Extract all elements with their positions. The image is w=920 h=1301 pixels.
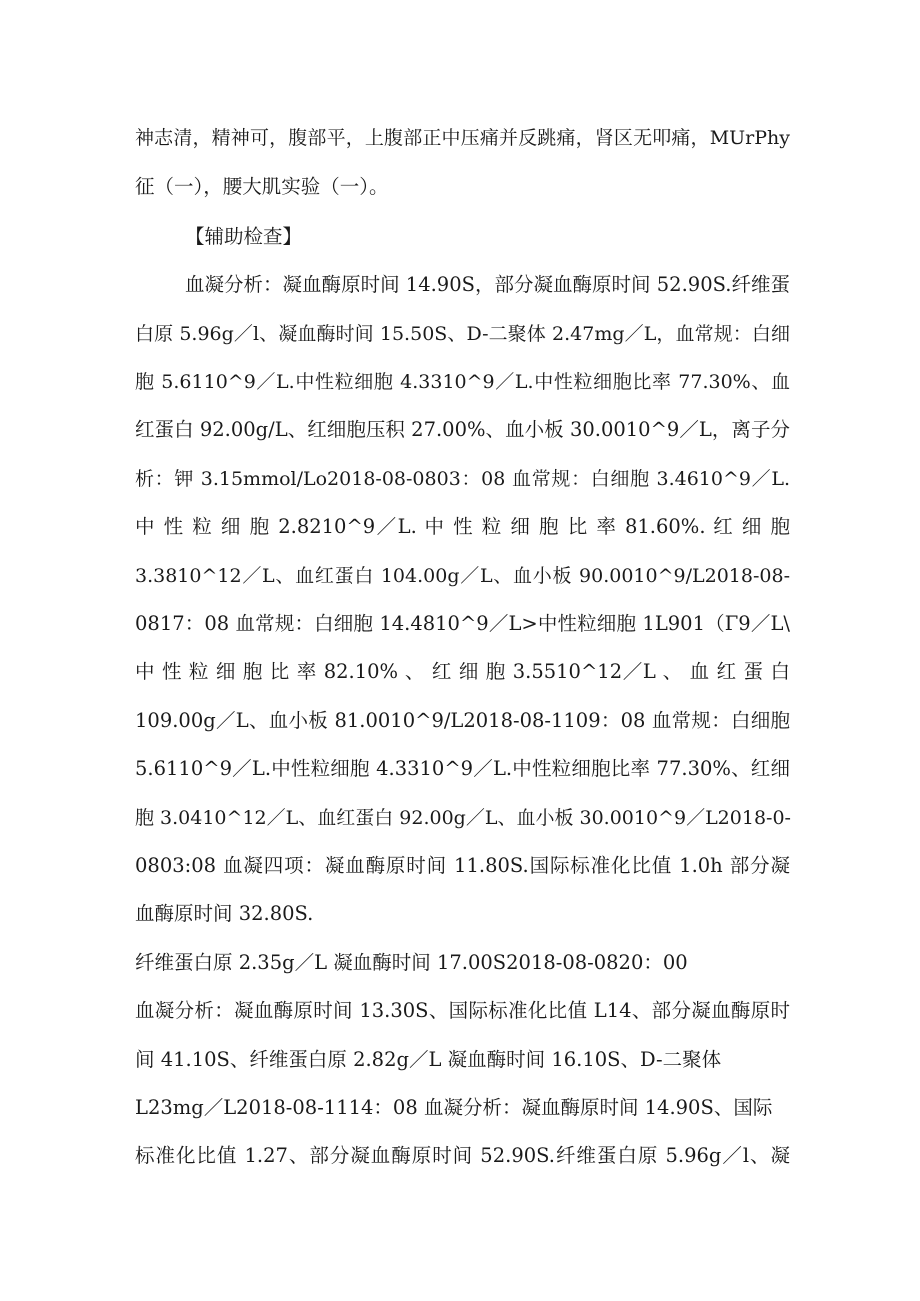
text-line: 标准化比值 1.27、部分凝血酶原时间 52.90S.纤维蛋白原 5.96g／l、凝: [135, 1144, 790, 1167]
text-line: 析：钾 3.15mmol/Lo2018-08-0803：08 血常规：白细胞 3.4610^9／L.: [135, 468, 790, 490]
text-line: 血凝分析：凝血酶原时间 13.30S、国际标准化比值 L14、部分凝血酶原时: [135, 999, 790, 1022]
text-line: 血酶原时间 32.80S.: [135, 902, 314, 925]
text-line: 征（一），腰大肌实验（一）。: [135, 175, 389, 198]
text-line: 0817：08 血常规：白细胞 14.4810^9／L>中性粒细胞 1L901（Γ9／L\: [135, 612, 790, 635]
text-line: 中 性 粒 细 胞 2.8210^9／L. 中 性 粒 细 胞 比 率 81.60%. 红 细 胞: [135, 515, 790, 538]
text-line: L23mg／L2018-08-1114：08 血凝分析：凝血酶原时间 14.90S、国际: [135, 1096, 773, 1119]
text-line: 5.6110^9／L.中性粒细胞 4.3310^9／L.中性粒细胞比率 77.30%、红细: [135, 757, 790, 780]
text-line: 109.00g／L、血小板 81.0010^9/L2018-08-1109：08 血常规：白细胞: [135, 709, 790, 732]
text-line: 胞 5.6110^9／L.中性粒细胞 4.3310^9／L.中性粒细胞比率 77.30%、血: [135, 371, 790, 393]
text-line: 中 性 粒 细 胞 比 率 82.10% 、 红 细 胞 3.5510^12／L 、 血 红 蛋 白: [135, 660, 790, 683]
section-heading: 【辅助检查】: [185, 225, 303, 248]
text-line: 白原 5.96g／l、凝血酶时间 15.50S、D-二聚体 2.47mg／L，血常规：白细: [135, 323, 790, 345]
text-line: 红蛋白 92.00g/L、红细胞压积 27.00%、血小板 30.0010^9／L，离子分: [135, 418, 790, 441]
text-line: 血凝分析：凝血酶原时间 14.90S，部分凝血酶原时间 52.90S.纤维蛋: [185, 273, 790, 296]
text-line: 3.3810^12／L、血红蛋白 104.00g／L、血小板 90.0010^9/L2018-08-: [135, 565, 790, 587]
text-line: 纤维蛋白原 2.35g／L 凝血酶时间 17.00S2018-08-0820：00: [135, 951, 688, 974]
text-line: 0803:08 血凝四项：凝血酶原时间 11.80S.国际标准化比值 1.0h 部分凝: [135, 854, 790, 877]
text-line: 神志清，精神可，腹部平，上腹部正中压痛并反跳痛，肾区无叩痛，MUrPhy: [135, 127, 790, 149]
text-line: 间 41.10S、纤维蛋白原 2.82g／L 凝血酶时间 16.10S、D-二聚体: [135, 1048, 722, 1071]
text-line: 胞 3.0410^12／L、血红蛋白 92.00g／L、血小板 30.0010^9／L2018-0-: [135, 807, 791, 829]
